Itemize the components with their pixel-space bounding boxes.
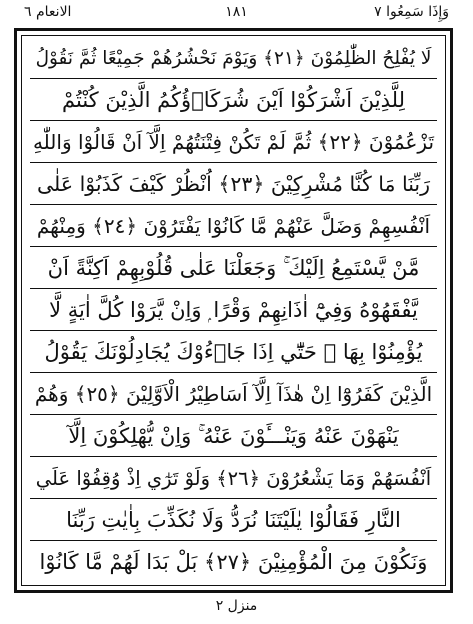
line-text: النَّارِ فَقَالُوْا يٰلَيْتَنَا نُرَدُّ وَلَا نُكَذِّبَ بِاٰيٰتِ رَبِّنَا <box>66 508 401 532</box>
text-line <box>30 500 437 541</box>
page-header <box>0 0 473 30</box>
text-frame <box>14 28 453 593</box>
text-line <box>30 38 437 79</box>
text-line <box>30 290 437 331</box>
text-line <box>30 458 437 499</box>
text-line <box>30 332 437 373</box>
line-text: تَزْعُمُوْنَ ﴿٢٢﴾ ثُمَّ لَمْ تَكُنْ فِتْنَتُهُمْ اِلَّآ اَنْ قَالُوْا وَاللّٰهِ <box>32 130 435 154</box>
text-line <box>30 374 437 415</box>
text-frame-inner <box>21 35 446 586</box>
line-text: يَنْهَوْنَ عَنْهُ وَيَنْـــَٔوْنَ عَنْهُ ۚ وَاِنْ يُّهْلِكُوْنَ اِلَّآ <box>68 423 399 448</box>
page-footer <box>0 596 473 622</box>
line-text: لِلَّذِيْنَ اَشْرَكُوْا اَيْنَ شُرَكَاۗؤُكُمُ الَّذِيْنَ كُنْتُمْ <box>62 88 405 112</box>
line-text: رَبِّنَا مَا كُنَّا مُشْرِكِيْنَ ﴿٢٣﴾ اُنْظُرْ كَيْفَ كَذَبُوْا عَلٰى <box>36 172 431 196</box>
page-number: ١٨١ <box>225 4 248 20</box>
text-line <box>30 206 437 247</box>
line-text: مَّنْ يَّسْتَمِعُ اِلَيْكَ ۚ وَجَعَلْنَا عَلٰى قُلُوْبِهِمْ اَكِنَّةً اَنْ <box>47 255 420 280</box>
line-text: يَّفْقَهُوْهُ وَفِيْٓ اٰذَانِهِمْ وَقْرًا ۭ وَاِنْ يَّرَوْا كُلَّ اٰيَةٍ لَّا <box>49 297 418 322</box>
text-line <box>30 542 437 582</box>
line-text: اَنْفُسَهُمْ وَمَا يَشْعُرُوْنَ ﴿٢٦﴾ وَلَوْ تَرٰٓي اِذْ وُقِفُوْا عَلَي <box>35 466 432 490</box>
line-text: يُؤْمِنُوْا بِهَا ۭ حَتّٰٓي اِذَا جَاۗءُوْكَ يُجَادِلُوْنَكَ يَقُوْلُ <box>44 340 423 364</box>
line-text: الَّذِيْنَ كَفَرُوْٓا اِنْ هٰذَآ اِلَّآ اَسَاطِيْرُ الْاَوَّلِيْنَ ﴿٢٥﴾ وَهُمْ <box>34 382 433 406</box>
juz-title: وَإِذَا سَمِعُوا ٧ <box>374 4 449 20</box>
line-text: لَا يُفْلِحُ الظّٰلِمُوْنَ ﴿٢١﴾ وَيَوْمَ نَحْشُرُهُمْ جَمِيْعًا ثُمَّ نَقُوْلُ <box>35 47 432 69</box>
text-line <box>30 248 437 289</box>
surah-title: الانعام ٦ <box>24 4 72 20</box>
text-line <box>30 164 437 205</box>
text-line <box>30 416 437 457</box>
line-text: اَنْفُسِهِمْ وَضَلَّ عَنْهُمْ مَّا كَانُوْا يَفْتَرُوْنَ ﴿٢٤﴾ وَمِنْهُمْ <box>36 214 431 238</box>
manzil-marker: منزل ٢ <box>215 598 258 614</box>
line-text: وَنَكُوْنَ مِنَ الْمُؤْمِنِيْنَ ﴿٢٧﴾ بَلْ بَدَا لَهُمْ مَّا كَانُوْا <box>39 550 428 574</box>
text-line <box>30 80 437 121</box>
text-line <box>30 122 437 163</box>
